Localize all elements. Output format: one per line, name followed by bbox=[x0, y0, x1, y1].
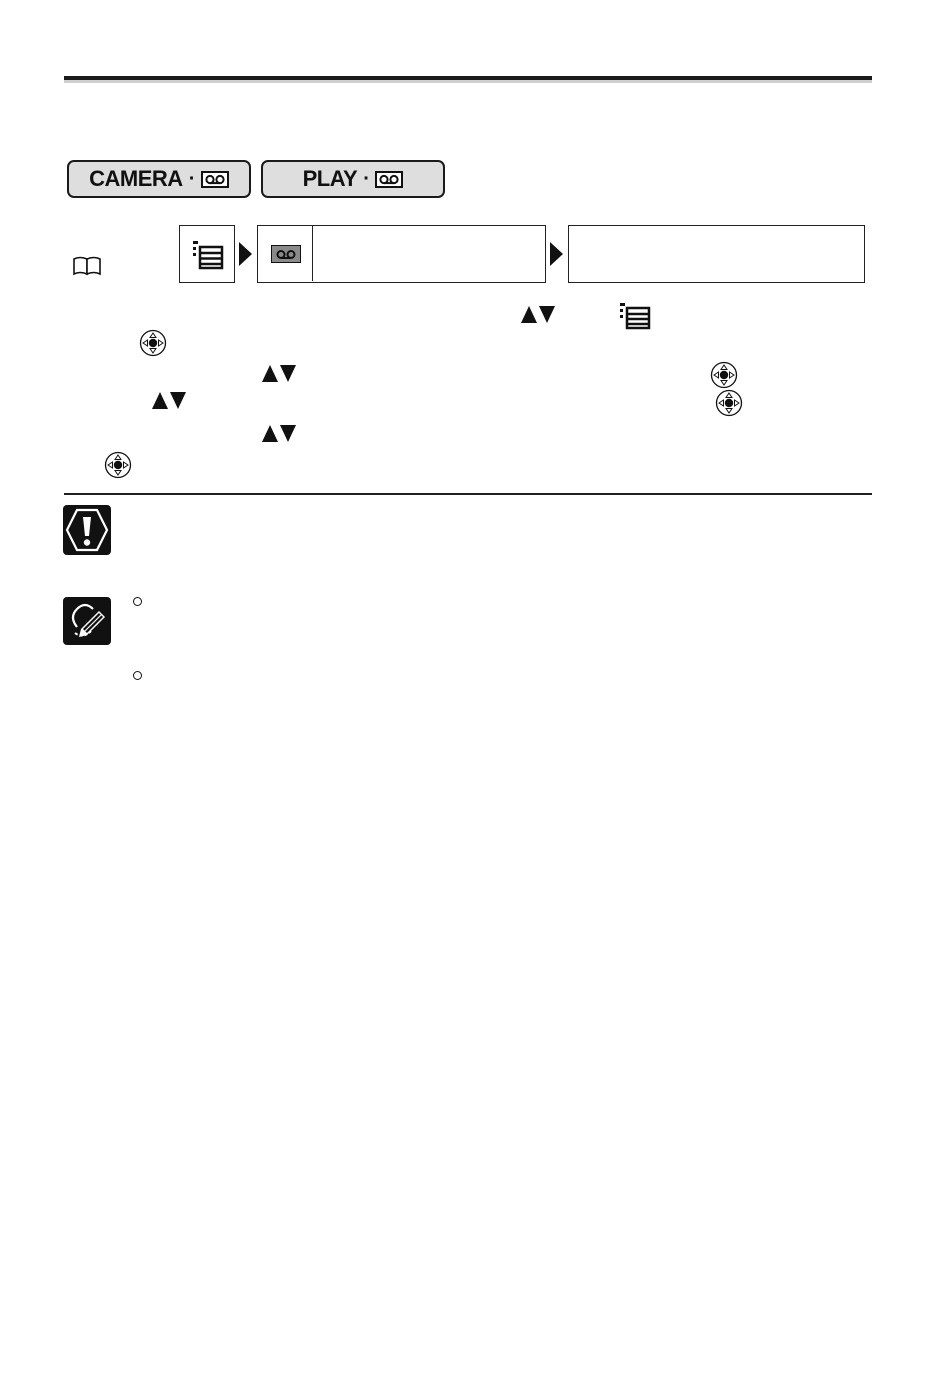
joystick-icon bbox=[139, 329, 167, 357]
joystick-icon bbox=[715, 389, 743, 417]
menu-path-tape-cell bbox=[257, 225, 546, 283]
menu-path-setting-cell bbox=[568, 225, 865, 283]
mode-label-camera: CAMERA bbox=[89, 166, 183, 191]
mode-separator: · bbox=[363, 167, 370, 190]
section-divider bbox=[64, 493, 872, 495]
menu-icon bbox=[191, 240, 225, 270]
tape-icon bbox=[271, 245, 301, 263]
camera-tape-mode-button bbox=[67, 160, 251, 198]
note-pencil-icon bbox=[63, 597, 111, 645]
caution-icon bbox=[63, 505, 111, 555]
mode-separator: · bbox=[188, 167, 195, 190]
menu-path-arrow-1 bbox=[238, 241, 253, 267]
menu-path-arrow-2 bbox=[549, 241, 564, 267]
menu-path-menu-cell bbox=[179, 225, 235, 283]
up-down-triangle-icon bbox=[262, 364, 296, 383]
up-down-triangle-icon bbox=[152, 391, 186, 410]
menu-icon bbox=[618, 302, 652, 330]
tape-icon bbox=[201, 171, 229, 188]
page-header-rule-shadow bbox=[64, 80, 872, 83]
up-down-triangle-icon bbox=[521, 305, 555, 324]
joystick-icon bbox=[710, 361, 738, 389]
mode-label-play: PLAY bbox=[302, 166, 358, 191]
tape-icon bbox=[375, 171, 403, 188]
play-tape-mode-button bbox=[261, 160, 445, 198]
joystick-icon bbox=[104, 451, 132, 479]
menu-path-tape-icon-box bbox=[258, 226, 313, 281]
note-bullet bbox=[133, 671, 142, 680]
up-down-triangle-icon bbox=[262, 424, 296, 443]
book-icon bbox=[72, 256, 102, 281]
note-bullet bbox=[133, 597, 142, 606]
